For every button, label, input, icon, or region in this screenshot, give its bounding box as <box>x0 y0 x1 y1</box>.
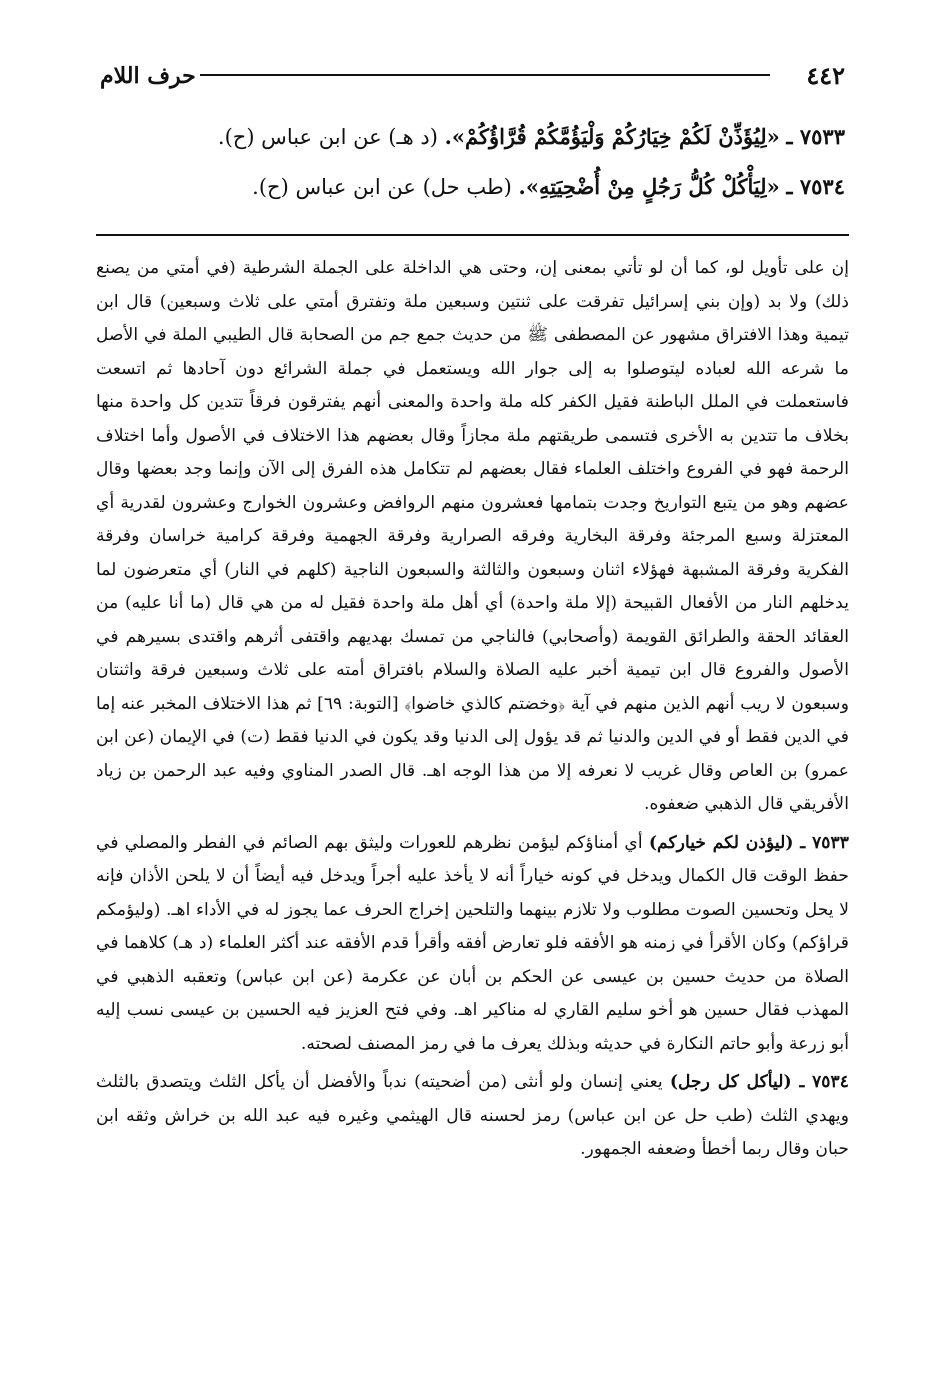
header-rule <box>200 74 770 76</box>
commentary-lead: ٧٥٣٤ ـ (ليأكل كل رجل) <box>669 1072 850 1092</box>
hadith-text: «لِيُؤَذِّنْ لَكُمْ خِيَارُكُمْ وَلْيَؤُمَّكُمْ قُرَّاؤُكُمْ». <box>444 124 780 149</box>
commentary-text: يعني إنسان ولو أنثى (من أضحيته) ندباً والأفضل أن يأكل الثلث ويتصدق بالثلث ويهدي الثلث (طب حل عن ابن عباس) رمز لحسنه قال الهيثمي وغيره فيه عبد الله بن خراش وثقه ابن حبان وقال ربما أخطأ وضعفه الجمهور. <box>96 1072 849 1159</box>
hadith-source: (طب حل) عن ابن عباس (ح). <box>252 175 512 199</box>
hadith-list <box>100 112 845 212</box>
commentary-lead: ٧٥٣٣ ـ (ليؤذن لكم خياركم) <box>648 832 850 853</box>
chapter-title: حرف اللام <box>100 63 196 89</box>
commentary-section <box>96 252 849 1172</box>
hadith-source: (د هـ) عن ابن عباس (ح). <box>217 125 438 149</box>
commentary-paragraph <box>96 827 849 1062</box>
page-number: ٤٤٢ <box>806 61 845 90</box>
hadith-item <box>100 162 845 212</box>
hadith-number: ٧٥٣٤ ـ <box>786 174 845 199</box>
hadith-number: ٧٥٣٣ ـ <box>786 124 845 149</box>
hadith-text: «لِيَأْكُلْ كُلُّ رَجُلٍ مِنْ أُضْحِيَتِهِ». <box>518 174 780 199</box>
page-header <box>100 58 845 94</box>
commentary-text: أي أمناؤكم ليؤمن نظرهم للعورات وليثق بهم الصائم في الفطر والمصلي في حفظ الوقت قال الكمال ويدخل في كونه خياراً أنه لا يأخذ عليه أجراً ويدخل فيه أيضاً أن لا يلحن الأذان فإنه لا يحل وتحسين الصوت مطلوب ولا تلازم بينهما والتلحين إخراج الحرف عما يجوز له في الأداء اهـ. (وليؤمكم قراؤكم) وكان الأقرأ في زمنه هو الأفقه فلو تعارض أفقه وأقرأ قدم الأفقه عند أكثر العلماء (د هـ) كلاهما في الصلاة من حديث حسين بن عيسى عن الحكم بن أبان عن عكرمة (عن ابن عباس) وتعقبه الذهبي في المهذب فقال حسين هو أخو سليم القاري له مناكير اهـ. وفي فتح العزيز فيه الحسين بن عيسى نسب إليه أبو زرعة وأبو حاتم النكارة في حديثه وبذلك يعرف ما في رمز المصنف لصحته. <box>96 832 849 1054</box>
commentary-paragraph <box>96 1066 849 1167</box>
commentary-paragraph <box>96 252 849 822</box>
commentary-text: إن على تأويل لو، كما أن لو تأتي بمعنى إن، وحتى هي الداخلة على الجملة الشرطية (في أمتي من يصنع ذلك) ولا بد (وإن بني إسرائيل تفرقت على ثنتين وسبعين ملة وتفترق أمتي على ثلاث وسبعين) قال ابن تيمية وهذا الافتراق مشهور عن المصطفى ﷺ من حديث جمع جم من الصحابة قال الطيبي الملة في الأصل ما شرعه الله لعباده ليتوصلوا به إلى جوار الله ويستعمل في جملة الشرائع دون آحادها ثم اتسعت فاستعملت في الملل الباطنة فقيل الكفر كله ملة واحدة والمعنى أنهم يفترقون فرقاً تتدين كل واحدة منها بخلاف ما تتدين به الأخرى فتسمى طريقتهم ملة مجازاً وقال بعضهم هذا الاختلاف في الأصول وأما اختلاف الرحمة فهو في الفروع واختلف العلماء فقال بعضهم لم تتكامل هذه الفرق إلى الآن وإنما وجد بعضها وقال عضهم وهو من يتبع التواريخ وجدت بتمامها فعشرون منهم الروافض وعشرون الخوارج وعشرون لقدرية أي المعتزلة وسبع المرجئة وفرقة البخارية وفرقه الصرارية وفرقة الجهمية وفرقة كرامية خراسان وفرقة الفكرية وفرقة المشبهة فهؤلاء اثنان وسبعون والثالثة والسبعون الناجية (كلهم في النار) أي متعرضون لما يدخلهم النار من الأفعال القبيحة (إلا ملة واحدة) أي أهل ملة واحدة فقيل له من هي قال (ما أنا عليه) من العقائد الحقة والطرائق القويمة (وأصحابي) فالناجي من تمسك بهديهم واقتفى أثرهم واقتدى بسيرهم في الأصول والفروع قال ابن تيمية أخبر عليه الصلاة والسلام بافتراق أمته على ثلاث وسبعين فرقة واثنتان وسبعون لا ريب أنهم الذين منهم في آية ﴿وخضتم كالذي خاضوا﴾ [التوبة: ٦٩] ثم هذا الاختلاف المخبر عنه إما في الدين فقط أو في الدين والدنيا ثم قد يؤول إلى الدنيا وقد يكون في الدنيا فقط (ت) في الإيمان (عن ابن عمرو) بن العاص وقال غريب لا نعرفه إلا من هذا الوجه اهـ. قال الصدر المناوي وفيه عبد الرحمن بن زياد الأفريقي قال الذهبي ضعفوه. <box>96 258 849 814</box>
section-divider <box>96 234 849 236</box>
hadith-item <box>100 112 845 162</box>
